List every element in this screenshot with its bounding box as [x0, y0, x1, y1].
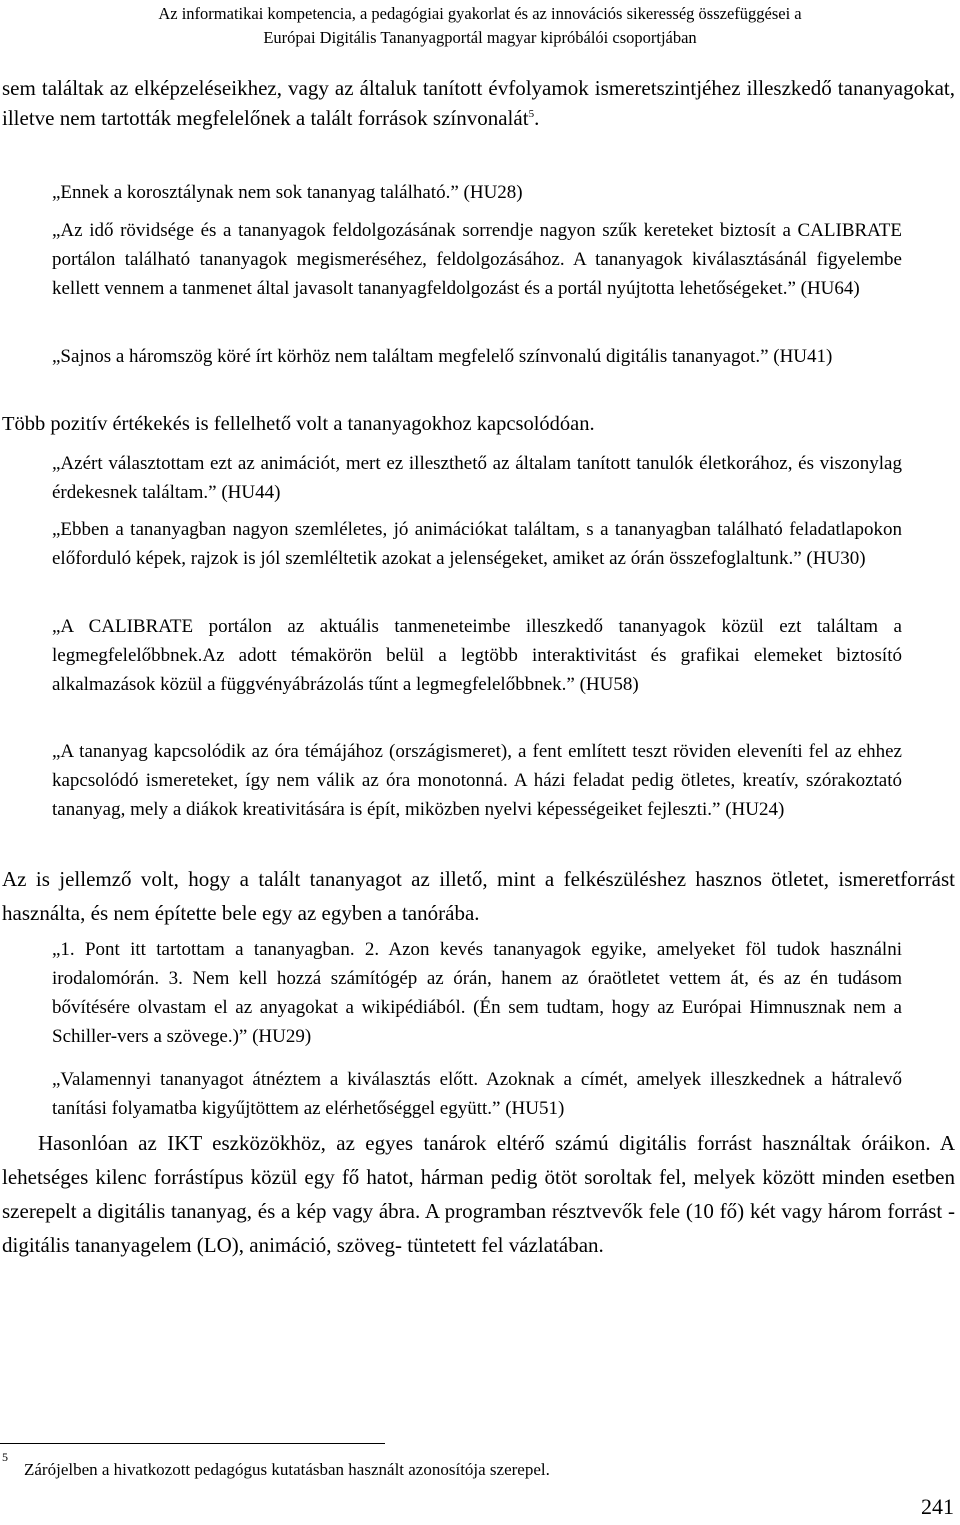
quote-hu24: „A tananyag kapcsolódik az óra témájához (országismeret), a fent említett teszt röviden eleveníti fel az ehhez kapcsolódó ismereteket, így nem válik az óra monotonná. A házi feladat pedig ötletes, kreatív, szórakoztató tananyag, mely a diákok kreativitására is épít, miközben nyelvi képességeiket fejleszti.” (HU24): [52, 741, 902, 820]
quote-hu28: „Ennek a korosztálynak nem sok tananyag található.” (HU28): [52, 182, 523, 203]
paragraph-4: Hasonlóan az IKT eszközökhöz, az egyes tanárok eltérő számú digitális forrást használtak óráikon. A lehetséges kilenc forrástípus közül egy fő hatot, hárman pedig ötöt soroltak fel, melyek között minden esetben szerepelt a digitális tananyag, és a kép vagy ábra. A programban résztvevők fele (10 fő) két vagy három forrást -digitális tananyagelem (LO), animáció, szöveg- tüntetett fel vázlatában.: [2, 1131, 955, 1257]
paragraph-2: Több pozitív értékekés is fellelhető volt a tananyagokhoz kapcsolódóan.: [2, 413, 595, 435]
running-header-line-2: Európai Digitális Tananyagportál magyar kipróbálói csoportjában: [263, 28, 697, 47]
footnote-ref[interactable]: 5: [528, 108, 535, 120]
page-number: 241: [921, 1494, 954, 1519]
quote-hu64: „Az idő rövidsége és a tananyagok feldolgozásának sorrendje nagyon szűk kereteket biztosít a CALIBRATE portálon található tananyagok megismeréséhez, feldolgozásához. A tananyagok kiválasztásánál figyelembe kellett vennem a tanmenet által javasolt tananyagfeldolgozást és a portál nyújtotta lehetőségeket.” (HU64): [52, 220, 902, 299]
quote-hu44: „Azért választottam ezt az animációt, mert ez illeszthető az általam tanított tanulók életkorához, és viszonylag érdekesnek találtam.” (HU44): [52, 453, 902, 503]
quote-hu30: „Ebben a tananyagban nagyon szemléletes, jó animációkat találtam, s a tananyagban található feladatlapokon előforduló képek, rajzok is jól szemléltetik azokat a jelenségeket, amiket az órán összefoglaltunk.” (HU30): [52, 519, 902, 569]
quote-hu41: „Sajnos a háromszög köré írt körhöz nem találtam megfelelő színvonalú digitális tananyagot.” (HU41): [52, 346, 833, 367]
paragraph-3: Az is jellemző volt, hogy a talált tananyagot az illető, mint a felkészüléshez hasznos ötletet, ismeretforrást használta, és nem építette bele egy az egyben a tanórába.: [2, 867, 955, 925]
running-header: [0, 2, 960, 50]
running-header-line-1: Az informatikai kompetencia, a pedagógiai gyakorlat és az innovációs sikeresség összefüggései a: [158, 4, 802, 23]
paragraph-1: sem találtak az elképzeléseikhez, vagy az általuk tanított évfolyamok ismeretszintjéhez illeszkedő tananyagokat, illetve nem tartották megfelelőnek a talált források színvonalát$^5$.: [2, 76, 955, 130]
footnote-separator: [0, 1443, 385, 1444]
quote-hu58: „A CALIBRATE portálon az aktuális tanmeneteimbe illeszkedő tananyagok közül ezt találtam a legmegfelelőbbnek.Az adott témakörön belül a legtöbb interaktivitást és grafikai elemeket biztosító alkalmazások közül a függvényábrázolás tűnt a legmegfelelőbbnek.” (HU58): [52, 616, 902, 695]
quote-hu51: „Valamennyi tananyagot átnéztem a kiválasztás előtt. Azoknak a címét, amelyek illeszkednek a hátralevő tanítási folyamatba kigyűjtöttem az elérhetőséggel együtt.” (HU51): [52, 1069, 902, 1119]
footnote-number: 5: [2, 1450, 8, 1464]
footnote-text: Zárójelben a hivatkozott pedagógus kutatásban használt azonosítója szerepel.: [24, 1460, 550, 1479]
quote-hu29: „1. Pont itt tartottam a tananyagban. 2. Azon kevés tananyagok egyike, amelyeket föl tudok használni irodalomórán. 3. Nem kell hozzá számítógép az órán, hanem az óraötletet vettem át, és az én tudásom bővítésére olvastam el az anyagokat a wikipédiából. (Én sem tudtam, hogy az Európai Himnusznak nem a Schiller-vers a szövege.)” (HU29): [52, 939, 902, 1047]
